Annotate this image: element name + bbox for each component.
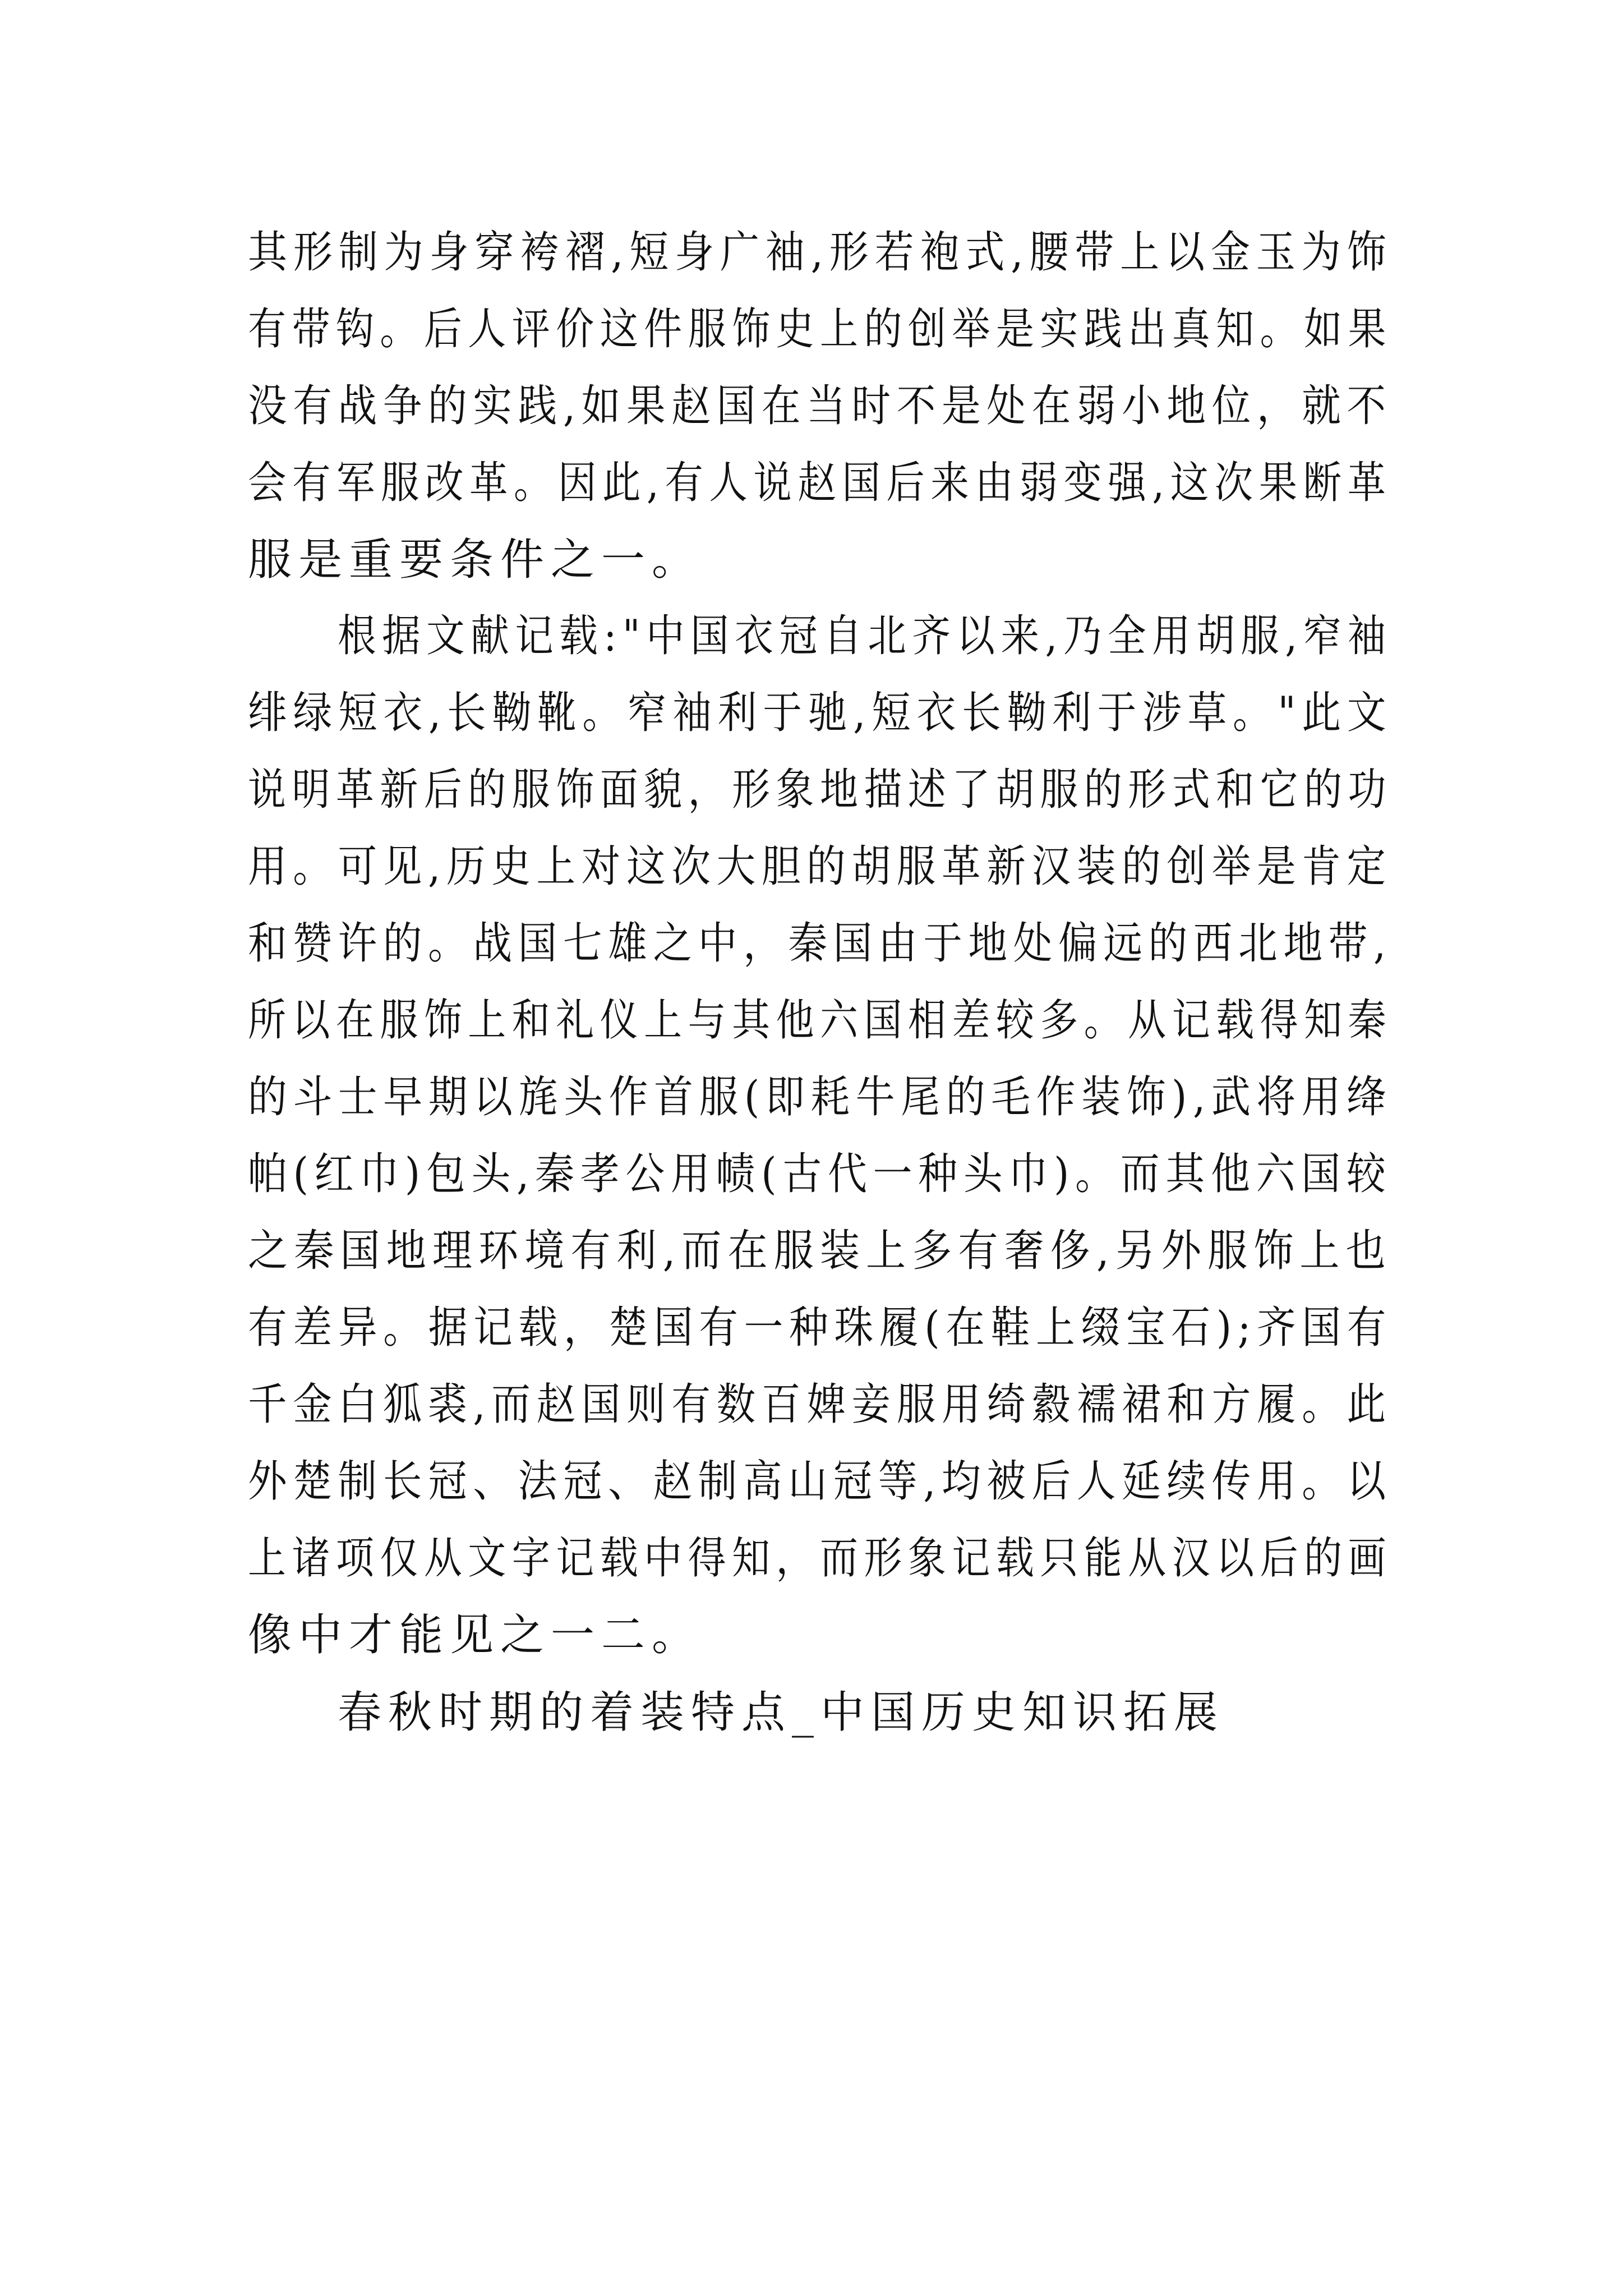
- text-line: 上诸项仅从文字记载中得知，而形象记载只能从汉以后的画: [248, 1533, 1393, 1584]
- text-line: 根据文献记载:"中国衣冠自北齐以来,乃全用胡服,窄袖: [338, 611, 1392, 661]
- text-line: 之秦国地理环境有利,而在服装上多有奢侈,另外服饰上也: [248, 1226, 1392, 1276]
- text-line: 所以在服饰上和礼仪上与其他六国相差较多。从记载得知秦: [248, 995, 1393, 1046]
- text-line: 春秋时期的着装特点_中国历史知识拓展: [338, 1687, 1225, 1738]
- text-line: 像中才能见之一二。: [248, 1610, 703, 1660]
- text-line: 帕(红巾)包头,秦孝公用帻(古代一种头巾)。而其他六国较: [248, 1149, 1392, 1199]
- text-line: 服是重要条件之一。: [248, 535, 703, 585]
- text-line: 会有军服改革。因此,有人说赵国后来由弱变强,这次果断革: [248, 458, 1392, 508]
- text-line: 说明革新后的服饰面貌，形象地描述了胡服的形式和它的功: [248, 765, 1393, 815]
- text-line: 没有战争的实践,如果赵国在当时不是处在弱小地位，就不: [248, 381, 1392, 431]
- text-line: 外楚制长冠、法冠、赵制高山冠等,均被后人延续传用。以: [248, 1456, 1392, 1507]
- text-line: 其形制为身穿袴褶,短身广袖,形若袍式,腰带上以金玉为饰: [248, 227, 1393, 278]
- text-line: 有差异。据记载，楚国有一种珠履(在鞋上缀宝石);齐国有: [248, 1303, 1393, 1353]
- text-line: 绯绿短衣,长靿靴。窄袖利于驰,短衣长靿利于涉草。"此文: [248, 688, 1393, 738]
- text-line: 的斗士早期以旄头作首服(即耗牛尾的毛作装饰),武将用绛: [248, 1072, 1392, 1122]
- text-line: 用。可见,历史上对这次大胆的胡服革新汉装的创举是肯定: [248, 841, 1392, 892]
- text-line: 有带钩。后人评价这件服饰史上的创举是实践出真知。如果: [248, 304, 1393, 355]
- text-line: 千金白狐裘,而赵国则有数百婢妾服用绮縠襦裙和方履。此: [248, 1379, 1392, 1430]
- text-line: 和赞许的。战国七雄之中，秦国由于地处偏远的西北地带,: [248, 918, 1392, 969]
